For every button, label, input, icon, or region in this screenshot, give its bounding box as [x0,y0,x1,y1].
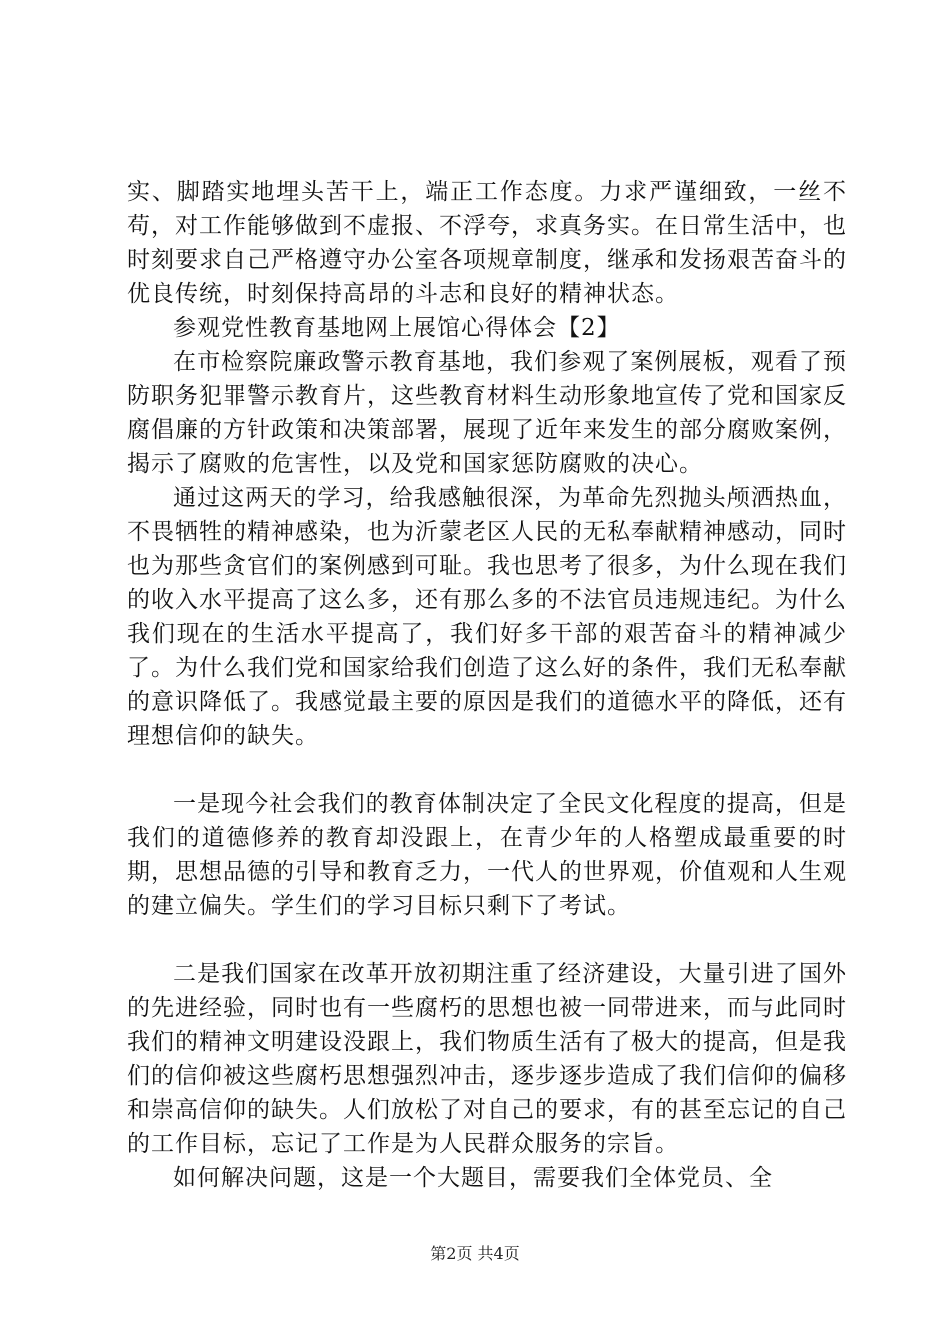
paragraph-gap [127,923,847,957]
paragraph: 二是我们国家在改革开放初期注重了经济建设，大量引进了国外的先进经验，同时也有一些腐朽的思想也被一同带进来，而与此同时我们的精神文明建设没跟上，我们物质生活有了极大的提高，但是我们的信仰被这些腐朽思想强烈冲击，逐步逐步造成了我们信仰的偏移和崇高信仰的缺失。人们放松了对自己的要求，有的甚至忘记的自己的工作目标，忘记了工作是为人民群众服务的宗旨。 [127,961,847,1157]
document-body [127,175,847,1195]
paragraph: 一是现今社会我们的教育体制决定了全民文化程度的提高，但是我们的道德修养的教育却没跟上，在青少年的人格塑成最重要的时期，思想品德的引导和教育乏力，一代人的世界观，价值观和人生观的建立偏失。学生们的学习目标只剩下了考试。 [127,791,847,919]
paragraph-gap [127,753,847,787]
paragraph: 如何解决问题，这是一个大题目，需要我们全体党员、全 [173,1165,773,1191]
paragraph: 在市检察院廉政警示教育基地，我们参观了案例展板，观看了预防职务犯罪警示教育片，这些教育材料生动形象地宣传了党和国家反腐倡廉的方针政策和决策部署，展现了近年来发生的部分腐败案例，揭示了腐败的危害性，以及党和国家惩防腐败的决心。 [127,349,847,477]
page-footer: 第2页 共4页 [430,1244,520,1263]
section-heading: 参观党性教育基地网上展馆心得体会【2】 [173,315,621,341]
paragraph-continuation: 实、脚踏实地埋头苦干上，端正工作态度。力求严谨细致，一丝不苟，对工作能够做到不虚报、不浮夸，求真务实。在日常生活中，也时刻要求自己严格遵守办公室各项规章制度，继承和发扬艰苦奋斗的优良传统，时刻保持高昂的斗志和良好的精神状态。 [127,179,847,307]
paragraph: 通过这两天的学习，给我感触很深，为革命先烈抛头颅洒热血，不畏牺牲的精神感染，也为沂蒙老区人民的无私奉献精神感动，同时也为那些贪官们的案例感到可耻。我也思考了很多，为什么现在我们的收入水平提高了这么多，还有那么多的不法官员违规违纪。为什么我们现在的生活水平提高了，我们好多干部的艰苦奋斗的精神减少了。为什么我们党和国家给我们创造了这么好的条件，我们无私奉献的意识降低了。我感觉最主要的原因是我们的道德水平的降低，还有理想信仰的缺失。 [127,485,847,749]
